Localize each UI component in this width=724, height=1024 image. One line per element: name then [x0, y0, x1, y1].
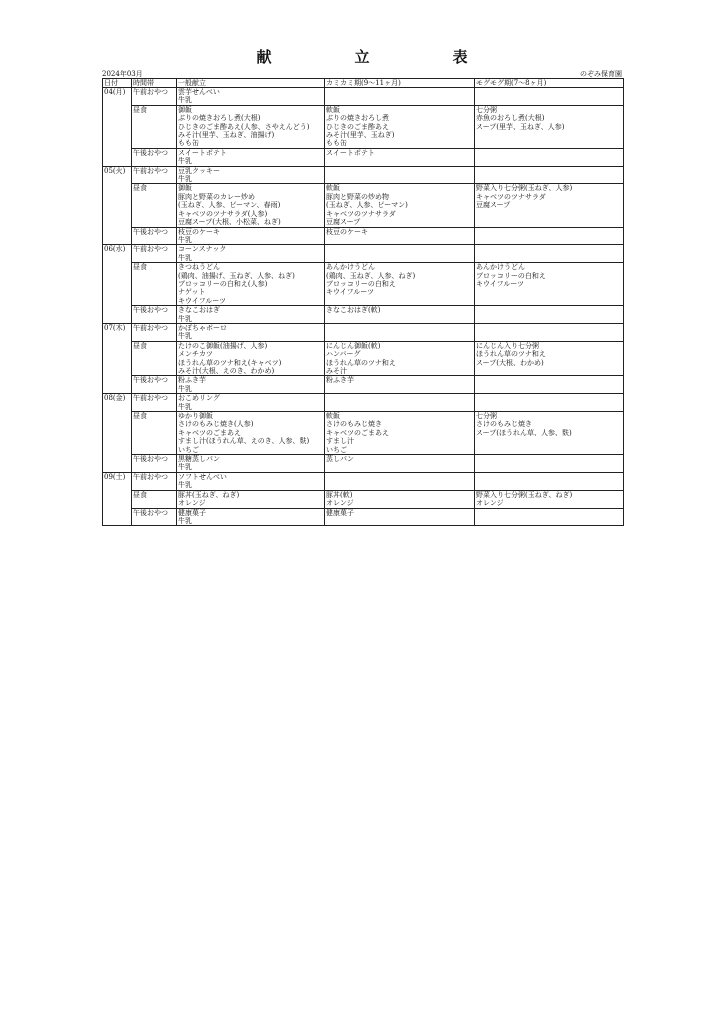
menu-item: (玉ねぎ、人参、ピーマン)	[326, 201, 408, 210]
general-menu-cell	[177, 263, 325, 306]
mogumogu-menu-cell	[475, 105, 624, 148]
menu-item: さけのもみじ焼き	[326, 420, 382, 429]
menu-item: キャベツのツナサラダ	[326, 209, 396, 218]
menu-item: 枝豆のケーキ	[326, 227, 368, 236]
menu-item: キウイフルーツ	[326, 288, 375, 297]
menu-item: (鶏肉、玉ねぎ、人参、ねぎ)	[326, 271, 416, 280]
menu-item: 豚肉と野菜の炒め物	[326, 192, 389, 201]
menu-item: ひじきのごま酢あえ(人参、さやえんどう)	[178, 122, 310, 131]
menu-item: 豆乳クッキー	[178, 166, 220, 175]
page-title: 献 立 表	[256, 48, 502, 66]
mogumogu-menu-cell	[475, 184, 624, 227]
menu-item: きつねうどん	[178, 263, 220, 272]
kamikami-menu-cell	[325, 490, 475, 508]
table-row	[103, 323, 624, 341]
menu-item: 牛乳	[178, 332, 192, 341]
kamikami-menu-cell	[325, 508, 475, 526]
time-slot-cell: 午前おやつ	[132, 323, 177, 341]
general-menu-cell	[177, 323, 325, 341]
mogumogu-menu-cell	[475, 263, 624, 306]
general-menu-cell	[177, 472, 325, 490]
menu-item: いちご	[178, 445, 199, 454]
menu-item: ぶりの焼きおろし煮(大根)	[178, 114, 261, 123]
table-row	[103, 166, 624, 184]
menu-item: もも缶	[326, 139, 347, 148]
menu-table	[102, 78, 624, 526]
menu-item: キャベツのツナサラダ	[476, 192, 546, 201]
time-slot-cell: 昼食	[132, 263, 177, 306]
menu-item: メンチカツ	[178, 350, 213, 359]
mogumogu-menu-cell	[475, 490, 624, 508]
menu-item: オレンジ	[326, 499, 354, 508]
menu-item: 牛乳	[178, 314, 192, 323]
kamikami-menu-cell	[325, 455, 475, 473]
menu-item: ゆかり御飯	[178, 412, 213, 421]
menu-item: 豚丼(軟)	[326, 490, 353, 499]
menu-item: ブロッコリーの白和え	[476, 271, 546, 280]
kamikami-menu-cell	[325, 341, 475, 376]
menu-item: 軟飯	[326, 105, 340, 114]
menu-item: 牛乳	[178, 384, 192, 393]
menu-item: (鶏肉、油揚げ、玉ねぎ、人参、ねぎ)	[178, 271, 295, 280]
menu-item: 牛乳	[178, 175, 192, 184]
general-menu-cell	[177, 105, 325, 148]
menu-item: キウイフルーツ	[178, 296, 227, 305]
time-slot-cell: 午後おやつ	[132, 376, 177, 394]
menu-item: たけのこ御飯(油揚げ、人参)	[178, 341, 268, 350]
menu-item: ブロッコリーの白和え(人参)	[178, 279, 268, 288]
time-slot-cell: 昼食	[132, 105, 177, 148]
menu-item: みそ汁(里芋、玉ねぎ、油揚げ)	[178, 131, 275, 140]
kamikami-menu-cell	[325, 184, 475, 227]
mogumogu-menu-cell	[475, 245, 624, 263]
table-row	[103, 263, 624, 306]
general-menu-cell	[177, 455, 325, 473]
menu-item: スープ(ほうれん草、人参、麩)	[476, 428, 572, 437]
time-slot-cell: 昼食	[132, 490, 177, 508]
menu-item: あんかけうどん	[476, 263, 525, 272]
menu-item: 粉ふき芋	[178, 376, 206, 385]
menu-item: 軟飯	[326, 184, 340, 193]
menu-item: すまし汁(ほうれん草、えのき、人参、麩)	[178, 437, 310, 446]
time-slot-cell: 午後おやつ	[132, 227, 177, 245]
column-header-date: 日付	[103, 79, 132, 88]
table-row	[103, 508, 624, 526]
menu-item: 健康菓子	[178, 508, 206, 517]
kamikami-menu-cell	[325, 105, 475, 148]
menu-item: スープ(大根、わかめ)	[476, 358, 544, 367]
menu-item: 雲芋せんべい	[178, 88, 220, 96]
mogumogu-menu-cell	[475, 341, 624, 376]
column-header-general: 一般献立	[177, 79, 325, 88]
time-slot-cell: 午前おやつ	[132, 166, 177, 184]
general-menu-cell	[177, 306, 325, 324]
menu-item: すまし汁	[326, 437, 354, 446]
mogumogu-menu-cell	[475, 88, 624, 106]
mogumogu-menu-cell	[475, 166, 624, 184]
general-menu-cell	[177, 394, 325, 412]
date-cell: 05(火)	[103, 166, 132, 245]
menu-item: 牛乳	[178, 402, 192, 411]
kamikami-menu-cell	[325, 306, 475, 324]
table-row	[103, 105, 624, 148]
general-menu-cell	[177, 227, 325, 245]
mogumogu-menu-cell	[475, 472, 624, 490]
table-row	[103, 88, 624, 106]
menu-item: キャベツのツナサラダ(人参)	[178, 209, 268, 218]
date-cell: 07(木)	[103, 323, 132, 393]
column-header-kamikami: カミカミ期(9〜11ヶ月)	[325, 79, 475, 88]
date-cell: 09(土)	[103, 472, 132, 525]
table-row	[103, 376, 624, 394]
menu-item: 蒸しパン	[326, 455, 354, 464]
menu-item: 御飯	[178, 184, 192, 193]
menu-item: 健康菓子	[326, 508, 354, 517]
general-menu-cell	[177, 412, 325, 455]
menu-item: もも缶	[178, 139, 199, 148]
menu-item: 牛乳	[178, 96, 192, 105]
month-label: 2024年03月	[102, 70, 143, 78]
general-menu-cell	[177, 184, 325, 227]
table-row	[103, 455, 624, 473]
menu-item: 牛乳	[178, 481, 192, 490]
menu-item: 七分粥	[476, 412, 497, 421]
mogumogu-menu-cell	[475, 323, 624, 341]
kamikami-menu-cell	[325, 376, 475, 394]
general-menu-cell	[177, 148, 325, 166]
time-slot-cell: 午後おやつ	[132, 306, 177, 324]
time-slot-cell: 午前おやつ	[132, 472, 177, 490]
table-header-row	[103, 79, 624, 88]
menu-item: きなこおはぎ	[178, 306, 220, 315]
general-menu-cell	[177, 508, 325, 526]
menu-item: ぶりの焼きおろし煮	[326, 114, 389, 123]
menu-item: オレンジ	[476, 499, 504, 508]
time-slot-cell: 午前おやつ	[132, 88, 177, 106]
table-row	[103, 245, 624, 263]
kamikami-menu-cell	[325, 394, 475, 412]
menu-item: みそ汁(里芋、玉ねぎ)	[326, 131, 395, 140]
menu-item: みそ汁	[326, 367, 347, 375]
general-menu-cell	[177, 166, 325, 184]
menu-item: スープ(里芋、玉ねぎ、人参)	[476, 122, 565, 131]
menu-item: 牛乳	[178, 235, 192, 244]
column-header-time: 時間帯	[132, 79, 177, 88]
menu-item: ひじきのごま酢あえ	[326, 122, 389, 131]
table-row	[103, 490, 624, 508]
table-row	[103, 148, 624, 166]
mogumogu-menu-cell	[475, 227, 624, 245]
menu-item: コーンスナック	[178, 245, 227, 254]
menu-item: にんじん入り七分粥	[476, 341, 539, 350]
table-row	[103, 227, 624, 245]
kamikami-menu-cell	[325, 412, 475, 455]
menu-item: 豚肉と野菜のカレー炒め	[178, 192, 255, 201]
time-slot-cell: 午後おやつ	[132, 455, 177, 473]
general-menu-cell	[177, 341, 325, 376]
menu-item: 枝豆のケーキ	[178, 227, 220, 236]
menu-item: キウイフルーツ	[476, 279, 525, 288]
menu-item: にんじん御飯(軟)	[326, 341, 381, 350]
menu-item: きなこおはぎ(軟)	[326, 306, 381, 315]
kamikami-menu-cell	[325, 472, 475, 490]
menu-item: いちご	[326, 445, 347, 454]
general-menu-cell	[177, 490, 325, 508]
general-menu-cell	[177, 88, 325, 106]
mogumogu-menu-cell	[475, 412, 624, 455]
menu-item: 牛乳	[178, 463, 192, 472]
date-cell: 08(金)	[103, 394, 132, 473]
column-header-mogumogu: モグモグ期(7〜8ヶ月)	[475, 79, 624, 88]
general-menu-cell	[177, 376, 325, 394]
table-row	[103, 306, 624, 324]
menu-item: 黒糖蒸しパン	[178, 455, 220, 464]
date-cell: 06(水)	[103, 245, 132, 324]
menu-item: 豆腐スープ	[326, 218, 361, 227]
menu-item: 粉ふき芋	[326, 376, 354, 385]
menu-item: 豆腐スープ	[476, 201, 511, 210]
menu-item: キャベツのごまあえ	[178, 428, 241, 437]
menu-item: 牛乳	[178, 516, 192, 525]
time-slot-cell: 午前おやつ	[132, 245, 177, 263]
menu-item: さけのもみじ焼き	[476, 420, 532, 429]
menu-item: ハンバーグ	[326, 350, 361, 359]
menu-item: ほうれん草のツナ和え	[326, 358, 396, 367]
mogumogu-menu-cell	[475, 376, 624, 394]
kamikami-menu-cell	[325, 263, 475, 306]
menu-item: キャベツのごまあえ	[326, 428, 389, 437]
menu-item: スイートポテト	[326, 148, 375, 157]
menu-item: ブロッコリーの白和え	[326, 279, 396, 288]
kamikami-menu-cell	[325, 227, 475, 245]
menu-item: 赤魚のおろし煮(大根)	[476, 114, 545, 123]
kamikami-menu-cell	[325, 166, 475, 184]
menu-item: オレンジ	[178, 499, 206, 508]
table-row	[103, 341, 624, 376]
menu-item: さけのもみじ焼き(人参)	[178, 420, 254, 429]
kamikami-menu-cell	[325, 245, 475, 263]
menu-item: 野菜入り七分粥(玉ねぎ、人参)	[476, 184, 573, 193]
menu-item: あんかけうどん	[326, 263, 375, 272]
menu-item: 七分粥	[476, 105, 497, 114]
table-row	[103, 184, 624, 227]
menu-item: ほうれん草のツナ和え(キャベツ)	[178, 358, 282, 367]
menu-item: (玉ねぎ、人参、ピーマン、春雨)	[178, 201, 281, 210]
kamikami-menu-cell	[325, 148, 475, 166]
table-row	[103, 394, 624, 412]
menu-item: 豚丼(玉ねぎ、ねぎ)	[178, 490, 240, 499]
kamikami-menu-cell	[325, 323, 475, 341]
time-slot-cell: 昼食	[132, 341, 177, 376]
kamikami-menu-cell	[325, 88, 475, 106]
date-cell: 04(月)	[103, 88, 132, 167]
menu-item: 豆腐スープ(大根、小松菜、ねぎ)	[178, 218, 281, 227]
table-row	[103, 472, 624, 490]
menu-item: ナゲット	[178, 288, 206, 297]
time-slot-cell: 午前おやつ	[132, 394, 177, 412]
time-slot-cell: 午後おやつ	[132, 148, 177, 166]
mogumogu-menu-cell	[475, 148, 624, 166]
nursery-name: のぞみ保育園	[580, 70, 622, 78]
menu-item: 軟飯	[326, 412, 340, 421]
menu-item: かぼちゃボーロ	[178, 323, 227, 332]
menu-body	[103, 88, 624, 526]
menu-item: 牛乳	[178, 157, 192, 166]
menu-item: 野菜入り七分粥(玉ねぎ、ねぎ)	[476, 490, 573, 499]
time-slot-cell: 昼食	[132, 412, 177, 455]
general-menu-cell	[177, 245, 325, 263]
time-slot-cell: 昼食	[132, 184, 177, 227]
mogumogu-menu-cell	[475, 455, 624, 473]
menu-item: ソフトせんべい	[178, 472, 227, 481]
mogumogu-menu-cell	[475, 508, 624, 526]
menu-item: おこめリング	[178, 394, 220, 403]
mogumogu-menu-cell	[475, 306, 624, 324]
table-row	[103, 412, 624, 455]
menu-item: 御飯	[178, 105, 192, 114]
time-slot-cell: 午後おやつ	[132, 508, 177, 526]
menu-item: 牛乳	[178, 253, 192, 262]
mogumogu-menu-cell	[475, 394, 624, 412]
menu-item: みそ汁(大根、えのき、わかめ)	[178, 367, 275, 375]
menu-item: スイートポテト	[178, 148, 227, 157]
menu-item: ほうれん草のツナ和え	[476, 350, 546, 359]
